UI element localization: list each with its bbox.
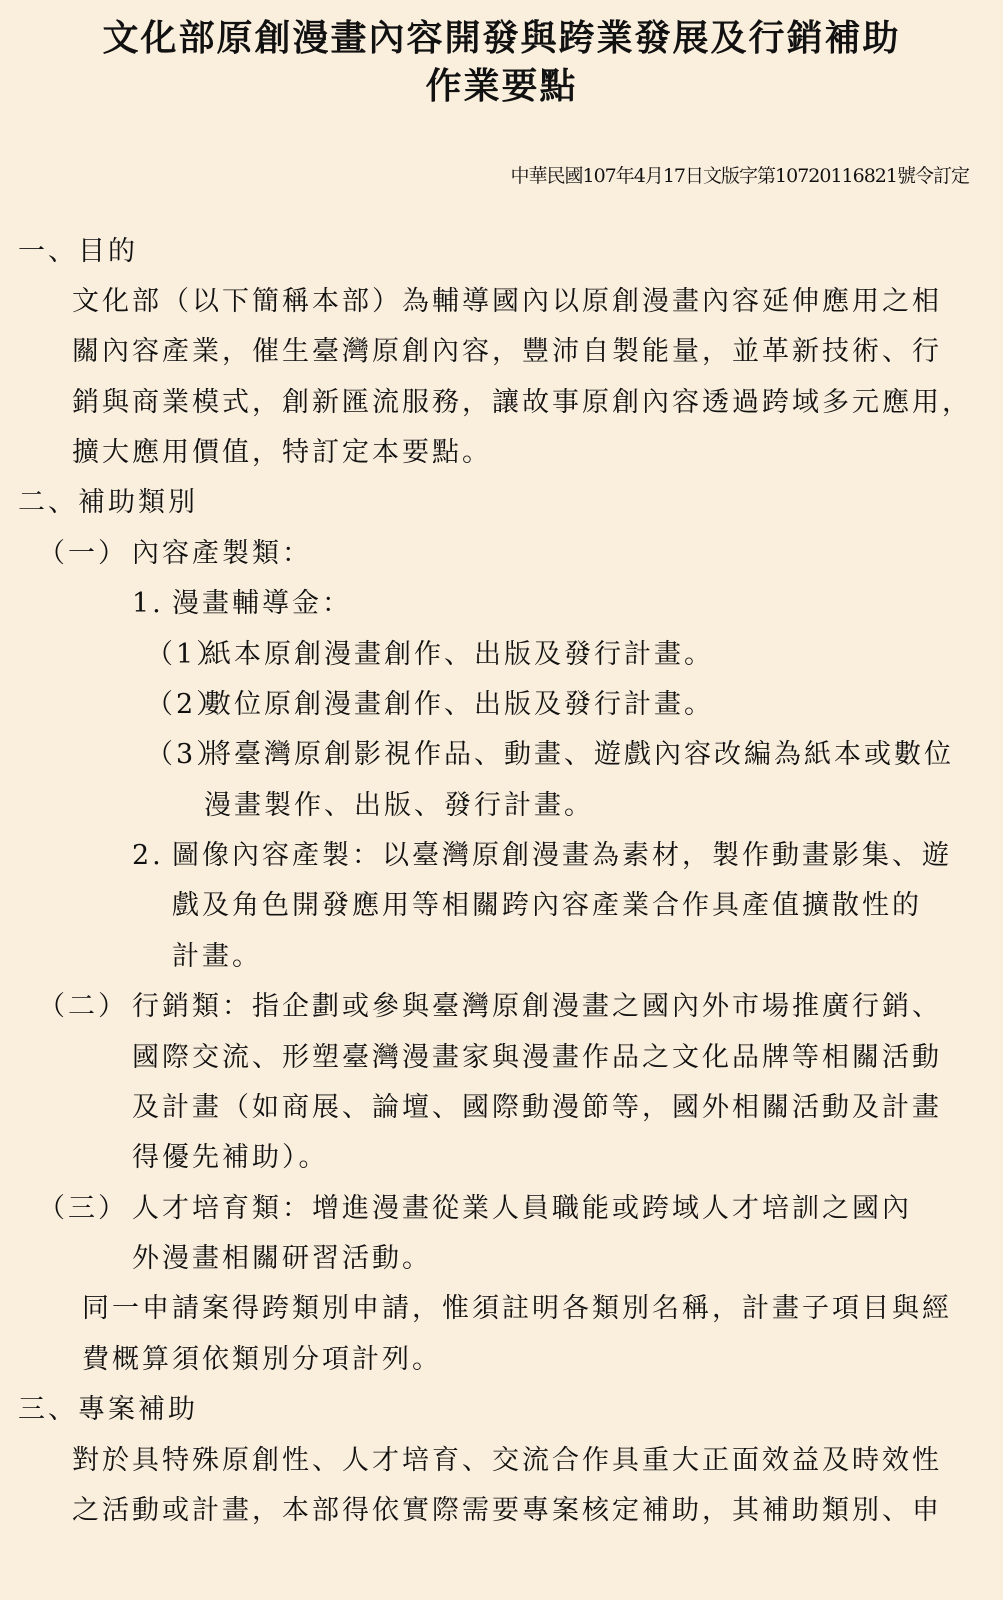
point-label: （2） <box>146 689 227 720</box>
section-3-heading: 三、專案補助 <box>18 1394 198 1425</box>
subitem-text: 圖像內容產製：以臺灣原創漫畫為素材，製作動畫影集、遊 <box>172 840 952 871</box>
subitem-text: 計畫。 <box>172 941 262 972</box>
document-title-line-1: 文化部原創漫畫內容開發與跨業發展及行銷補助 <box>102 18 901 59</box>
section-2-note: 費概算須依類別分項計列。 <box>82 1344 442 1375</box>
subitem-text: 戲及角色開發應用等相關跨內容產業合作具產值擴散性的 <box>172 890 922 921</box>
section-1-text-line: 擴大應用價值，特訂定本要點。 <box>72 437 492 468</box>
subitem-text: 漫畫輔導金： <box>172 588 352 619</box>
section-3-text-line: 對於具特殊原創性、人才培育、交流合作具重大正面效益及時效性 <box>72 1445 942 1476</box>
point-text: 將臺灣原創影視作品、動畫、遊戲內容改編為紙本或數位 <box>204 739 954 770</box>
document-title-line-2: 作業要點 <box>425 66 578 107</box>
point-text: 數位原創漫畫創作、出版及發行計畫。 <box>204 689 714 720</box>
section-3-text-line: 之活動或計畫，本部得依實際需要專案核定補助，其補助類別、申 <box>72 1495 942 1526</box>
item-label: （二） <box>38 991 128 1022</box>
point-label: （3） <box>146 739 227 770</box>
point-text: 漫畫製作、出版、發行計畫。 <box>204 790 594 821</box>
item-text: 行銷類：指企劃或參與臺灣原創漫畫之國內外市場推廣行銷、 <box>132 991 942 1022</box>
section-1-text-line: 文化部（以下簡稱本部）為輔導國內以原創漫畫內容延伸應用之相 <box>72 286 942 317</box>
item-text: 得優先補助）。 <box>132 1142 329 1173</box>
item-text: 國際交流、形塑臺灣漫畫家與漫畫作品之文化品牌等相關活動 <box>132 1042 942 1073</box>
item-text: 人才培育類：增進漫畫從業人員職能或跨域人才培訓之國內 <box>132 1193 912 1224</box>
item-text: 外漫畫相關研習活動。 <box>132 1243 432 1274</box>
item-text: 內容產製類： <box>132 538 312 569</box>
section-2-note: 同一申請案得跨類別申請，惟須註明各類別名稱，計畫子項目與經 <box>82 1293 952 1324</box>
subitem-label: 1. <box>132 588 164 619</box>
item-label: （三） <box>38 1193 128 1224</box>
subitem-label: 2. <box>132 840 164 871</box>
point-label: （1） <box>146 639 227 670</box>
section-2-heading: 二、補助類別 <box>18 487 198 518</box>
section-1-heading: 一、目的 <box>18 236 138 267</box>
item-text: 及計畫（如商展、論壇、國際動漫節等，國外相關活動及計畫 <box>132 1092 942 1123</box>
point-text: 紙本原創漫畫創作、出版及發行計畫。 <box>204 639 714 670</box>
section-1-text-line: 銷與商業模式，創新匯流服務，讓故事原創內容透過跨域多元應用， <box>72 387 972 418</box>
section-1-text-line: 關內容產業，催生臺灣原創內容，豐沛自製能量，並革新技術、行 <box>72 336 942 367</box>
item-label: （一） <box>38 538 128 569</box>
decree-reference: 中華民國107年4月17日文版字第10720116821號令訂定 <box>510 165 969 187</box>
